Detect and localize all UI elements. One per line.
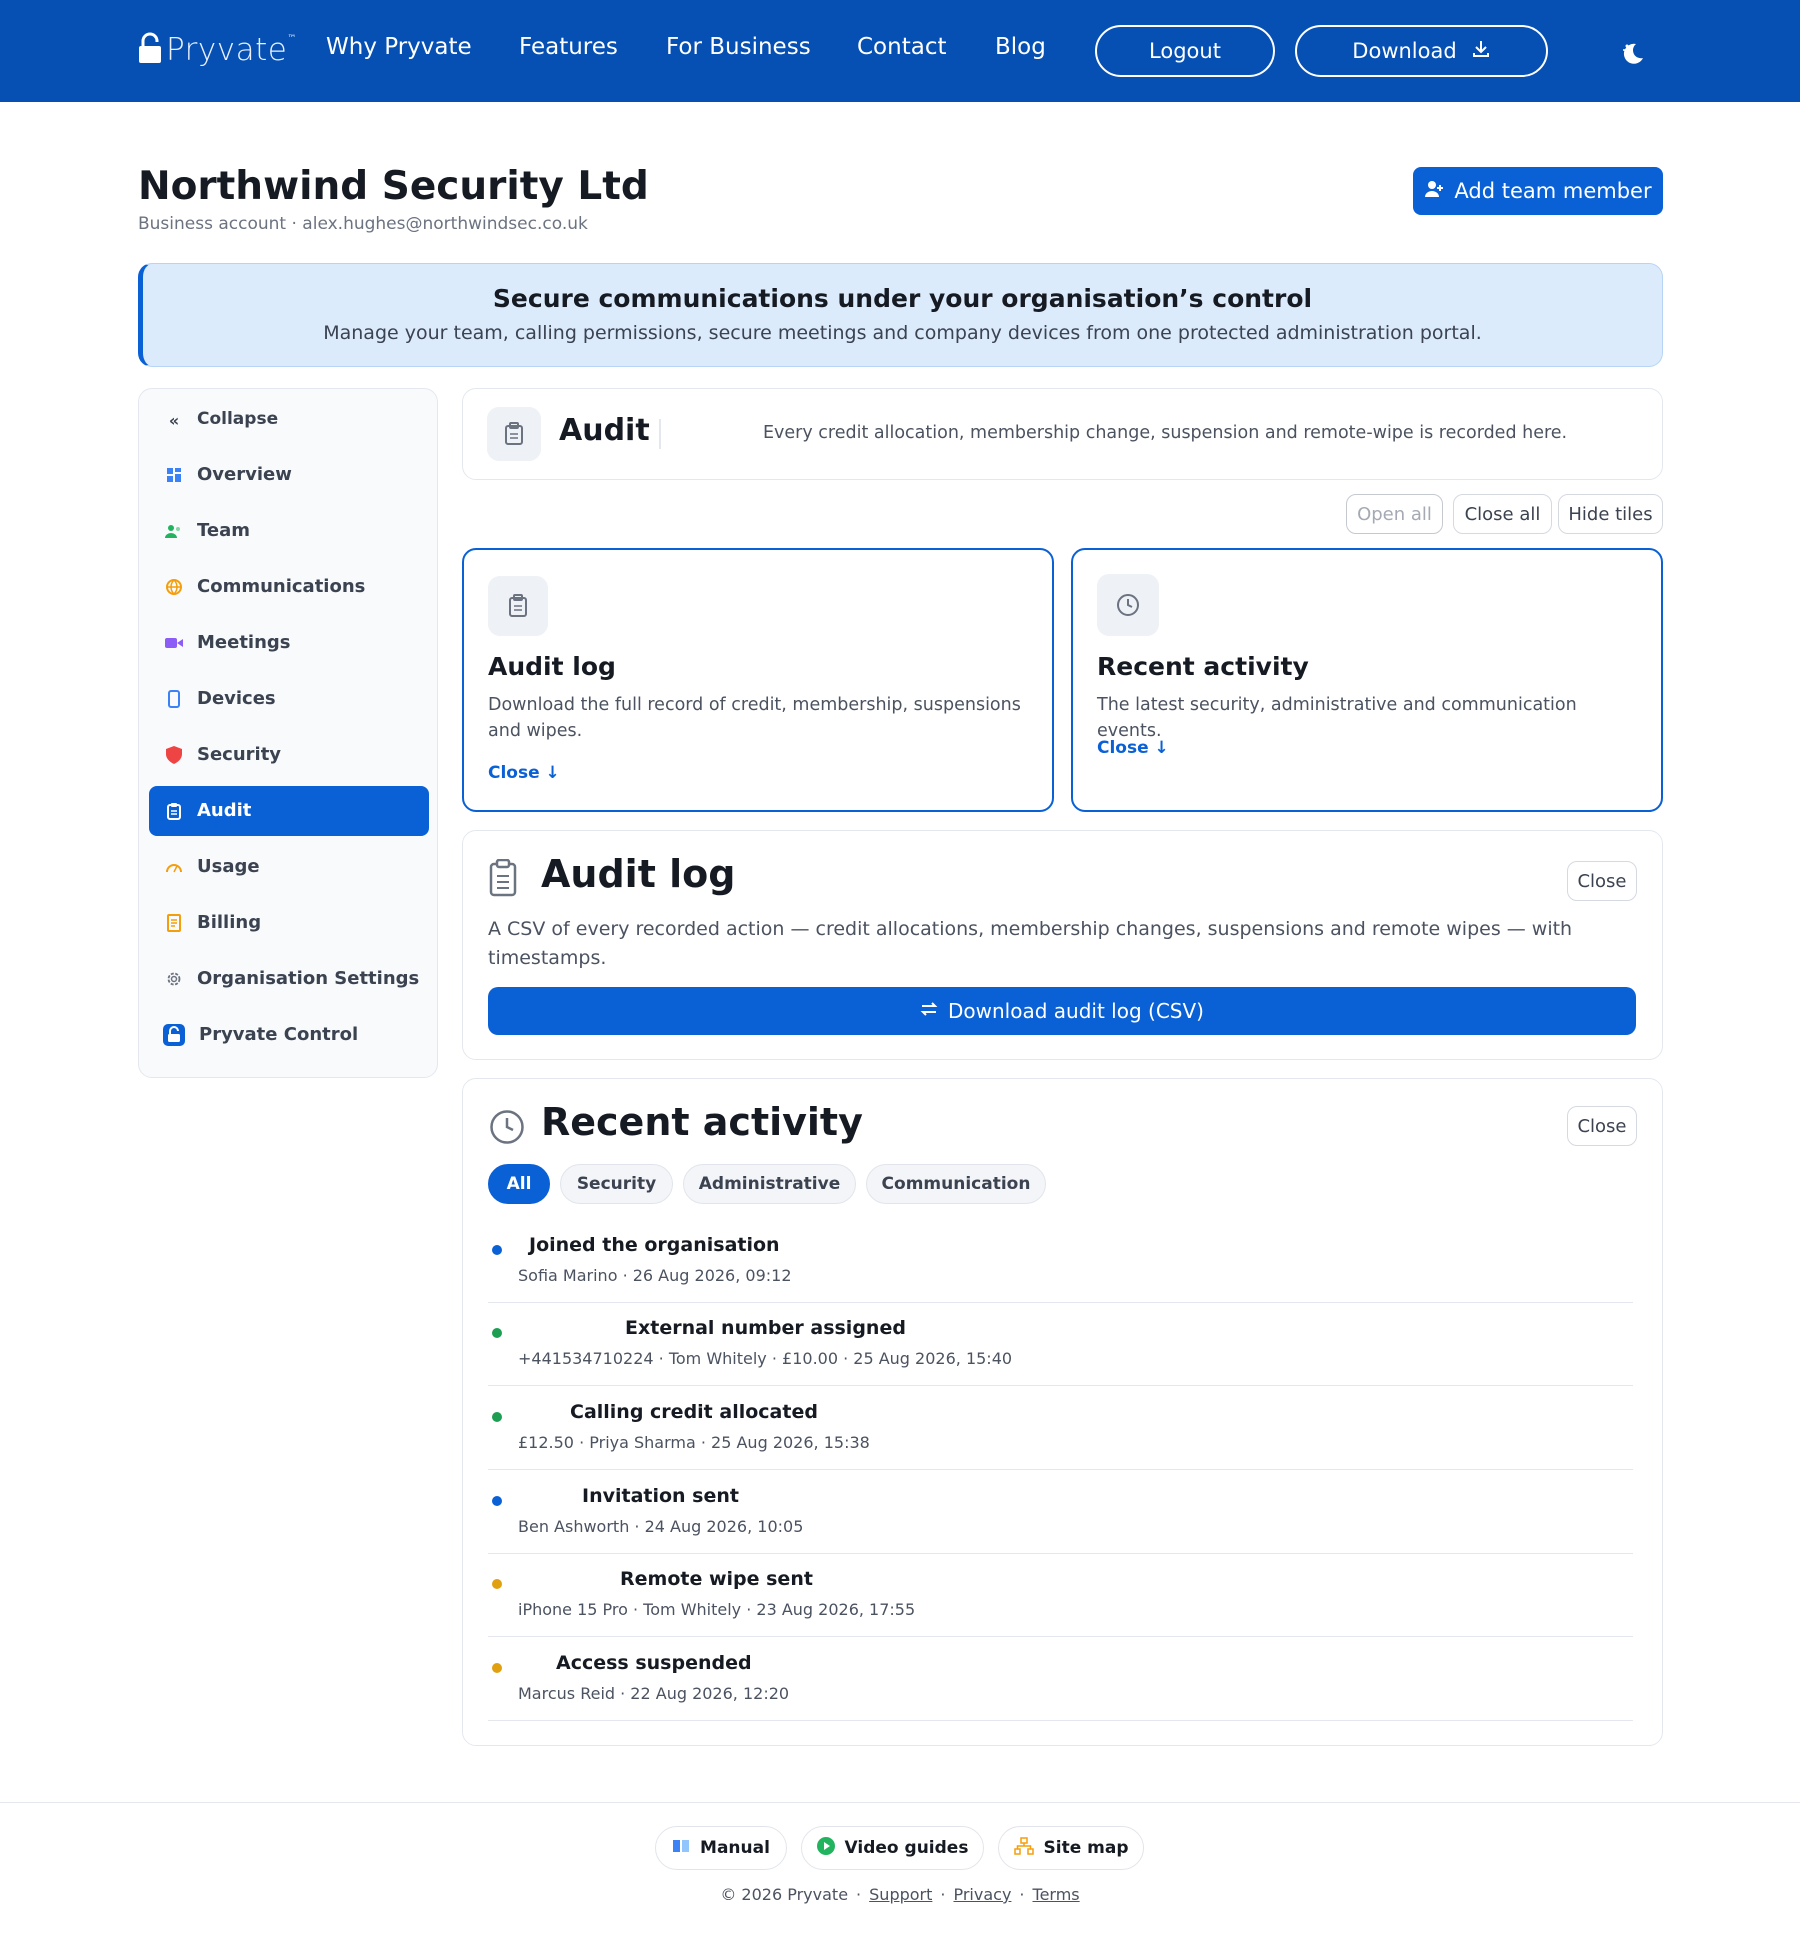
- tile-title: Recent activity: [1097, 652, 1309, 681]
- activity-meta: iPhone 15 Pro · Tom Whitely · 23 Aug 2026, 17:55: [518, 1600, 916, 1619]
- activity-title: External number assigned: [625, 1317, 906, 1339]
- status-dot: [492, 1412, 502, 1422]
- receipt-icon: [165, 914, 183, 932]
- add-user-icon: [1424, 179, 1444, 204]
- top-header: [0, 0, 1800, 102]
- download-audit-log-button[interactable]: [488, 987, 1636, 1035]
- lock-icon: [163, 1024, 185, 1046]
- sitemap-icon: [1014, 1837, 1034, 1860]
- activity-title: Calling credit allocated: [570, 1401, 818, 1423]
- activity-meta: Marcus Reid · 22 Aug 2026, 12:20: [518, 1684, 790, 1703]
- banner-title: Secure communications under your organisation’s control: [492, 284, 1313, 313]
- activity-item: [488, 1638, 1633, 1721]
- sidebar-item-audit[interactable]: [149, 786, 429, 836]
- lock-icon: [138, 32, 162, 68]
- nav-contact[interactable]: Contact: [857, 34, 947, 60]
- activity-item: [488, 1387, 1633, 1470]
- hide-tiles-button[interactable]: Hide tiles: [1558, 494, 1663, 534]
- sidebar: [138, 388, 438, 1078]
- activity-title: Joined the organisation: [529, 1234, 780, 1256]
- gear-icon: [165, 970, 183, 988]
- support-link[interactable]: Support: [869, 1885, 933, 1904]
- sidebar-item-label: Security: [197, 744, 282, 765]
- tile-close-link[interactable]: Close ↓: [1097, 738, 1169, 758]
- clipboard-icon: [165, 802, 183, 820]
- audit-description: Every credit allocation, membership change, suspension and remote-wipe is recorded here.: [763, 423, 1568, 443]
- nav-blog[interactable]: Blog: [995, 34, 1046, 60]
- activity-meta: Sofia Marino · 26 Aug 2026, 09:12: [518, 1266, 792, 1285]
- audit-title: Audit: [559, 413, 650, 448]
- sidebar-item-label: Billing: [197, 912, 262, 933]
- sidebar-item-label: Communications: [197, 576, 366, 597]
- terms-link[interactable]: Terms: [1032, 1885, 1080, 1904]
- separator: ·: [940, 1885, 946, 1904]
- title-divider: [659, 419, 661, 449]
- tile-audit-log[interactable]: [462, 548, 1054, 812]
- phone-icon: [165, 690, 183, 708]
- double-chevron-left-icon: «: [168, 410, 180, 430]
- download-icon: [1471, 39, 1491, 64]
- clipboard-icon: [487, 407, 541, 461]
- status-dot: [492, 1328, 502, 1338]
- activity-item: [488, 1471, 1633, 1554]
- audit-log-description: A CSV of every recorded action — credit allocations, membership changes, suspensions and remote wipes — with timestamps.: [488, 918, 1573, 969]
- activity-meta: Ben Ashworth · 24 Aug 2026, 10:05: [518, 1517, 804, 1536]
- grid-icon: [165, 466, 183, 484]
- sidebar-item-meetings[interactable]: [149, 618, 429, 668]
- tile-title: Audit log: [488, 652, 616, 681]
- audit-log-close-button[interactable]: Close: [1567, 861, 1637, 901]
- tile-close-link[interactable]: Close ↓: [488, 763, 560, 783]
- account-subtitle: Business account · alex.hughes@northwindsec.co.uk: [138, 214, 588, 234]
- sidebar-item-pryvate-control[interactable]: [149, 1010, 429, 1060]
- clipboard-icon: [489, 859, 517, 901]
- nav-features[interactable]: Features: [519, 34, 618, 60]
- activity-title: Access suspended: [556, 1652, 752, 1674]
- sidebar-item-billing[interactable]: [149, 898, 429, 948]
- shield-icon: [165, 746, 183, 764]
- video-icon: [165, 634, 183, 652]
- audit-log-heading: Audit log: [541, 852, 736, 896]
- globe-icon: [165, 578, 183, 596]
- privacy-link[interactable]: Privacy: [953, 1885, 1012, 1904]
- sidebar-item-usage[interactable]: [149, 842, 429, 892]
- copyright-text: © 2026 Pryvate: [720, 1885, 849, 1904]
- clipboard-icon: [488, 576, 548, 636]
- sidebar-collapse-label: Collapse: [197, 409, 279, 429]
- activity-meta: £12.50 · Priya Sharma · 25 Aug 2026, 15:38: [518, 1433, 870, 1452]
- sidebar-item-label: Overview: [197, 464, 292, 485]
- sidebar-item-label: Audit: [197, 800, 252, 821]
- filter-chip-communication[interactable]: Communication: [866, 1164, 1046, 1204]
- clock-icon: [1097, 574, 1159, 636]
- sidebar-item-devices[interactable]: [149, 674, 429, 724]
- activity-item: [488, 1220, 1633, 1303]
- separator: ·: [1019, 1885, 1025, 1904]
- footer-link-label: Site map: [1043, 1838, 1129, 1858]
- footer-link-label: Manual: [700, 1838, 770, 1858]
- sidebar-item-label: Usage: [197, 856, 260, 877]
- open-all-button[interactable]: Open all: [1346, 494, 1443, 534]
- activity-title: Invitation sent: [582, 1485, 739, 1507]
- footer-manual-link[interactable]: [655, 1826, 787, 1870]
- sidebar-item-overview[interactable]: [149, 450, 429, 500]
- activity-item: [488, 1554, 1633, 1637]
- page-title: Northwind Security Ltd: [138, 164, 649, 209]
- nav-why-pryvate[interactable]: Why Pryvate: [326, 34, 472, 60]
- sidebar-collapse[interactable]: [149, 395, 429, 445]
- clock-icon: [489, 1109, 525, 1149]
- sidebar-item-label: Devices: [197, 688, 276, 709]
- logo-text: Pryvate: [166, 32, 288, 68]
- activity-title: Remote wipe sent: [620, 1568, 813, 1590]
- footer-site-map-link[interactable]: [998, 1826, 1144, 1870]
- sidebar-item-communications[interactable]: [149, 562, 429, 612]
- sidebar-item-label: Meetings: [197, 632, 291, 653]
- info-banner: [138, 263, 1663, 367]
- sidebar-item-label: Organisation Settings: [197, 968, 420, 989]
- download-label: Download: [1352, 39, 1457, 63]
- play-icon: [817, 1837, 835, 1860]
- download-audit-log-label: Download audit log (CSV): [948, 999, 1204, 1023]
- close-all-button[interactable]: Close all: [1453, 494, 1552, 534]
- activity-item: [488, 1303, 1633, 1386]
- tile-recent-activity[interactable]: [1071, 548, 1663, 812]
- status-dot: [492, 1496, 502, 1506]
- sidebar-item-organisation-settings[interactable]: [149, 954, 429, 1004]
- pryvate-logo[interactable]: [138, 28, 296, 72]
- audit-header-card: [462, 388, 1663, 480]
- recent-activity-heading: Recent activity: [541, 1100, 863, 1144]
- status-dot: [492, 1663, 502, 1673]
- filter-chip-administrative[interactable]: Administrative: [683, 1164, 856, 1204]
- status-dot: [492, 1579, 502, 1589]
- footer-link-label: Video guides: [844, 1838, 969, 1858]
- sidebar-item-team[interactable]: [149, 506, 429, 556]
- tile-description: The latest security, administrative and communication events.: [1097, 695, 1577, 741]
- filter-chip-security[interactable]: Security: [560, 1164, 673, 1204]
- footer-video-guides-link[interactable]: [801, 1826, 984, 1870]
- add-team-member-label: Add team member: [1454, 179, 1652, 203]
- logo-trademark: ™: [287, 34, 297, 44]
- banner-subtitle: Manage your team, calling permissions, secure meetings and company devices from one protected administration portal.: [323, 322, 1482, 344]
- tile-description: Download the full record of credit, membership, suspensions and wipes.: [488, 695, 1021, 741]
- activity-meta: +441534710224 · Tom Whitely · £10.00 · 25 Aug 2026, 15:40: [518, 1349, 1013, 1368]
- recent-activity-close-button[interactable]: Close: [1567, 1106, 1637, 1146]
- footer-copyright-row: [0, 1885, 1800, 1904]
- logout-button[interactable]: [1095, 25, 1275, 77]
- sidebar-item-security[interactable]: [149, 730, 429, 780]
- separator: ·: [856, 1885, 862, 1904]
- swap-icon: [920, 999, 938, 1023]
- sidebar-item-label: Team: [197, 520, 250, 541]
- nav-for-business[interactable]: For Business: [666, 34, 811, 60]
- download-button[interactable]: [1295, 25, 1548, 77]
- gauge-icon: [165, 858, 183, 876]
- moon-icon[interactable]: [1620, 40, 1646, 66]
- logout-label: Logout: [1149, 39, 1221, 63]
- book-icon: [672, 1838, 690, 1859]
- filter-chip-all[interactable]: All: [488, 1164, 550, 1204]
- status-dot: [492, 1245, 502, 1255]
- users-icon: [165, 522, 183, 540]
- sidebar-item-label: Pryvate Control: [199, 1024, 359, 1045]
- add-team-member-button[interactable]: [1413, 167, 1663, 215]
